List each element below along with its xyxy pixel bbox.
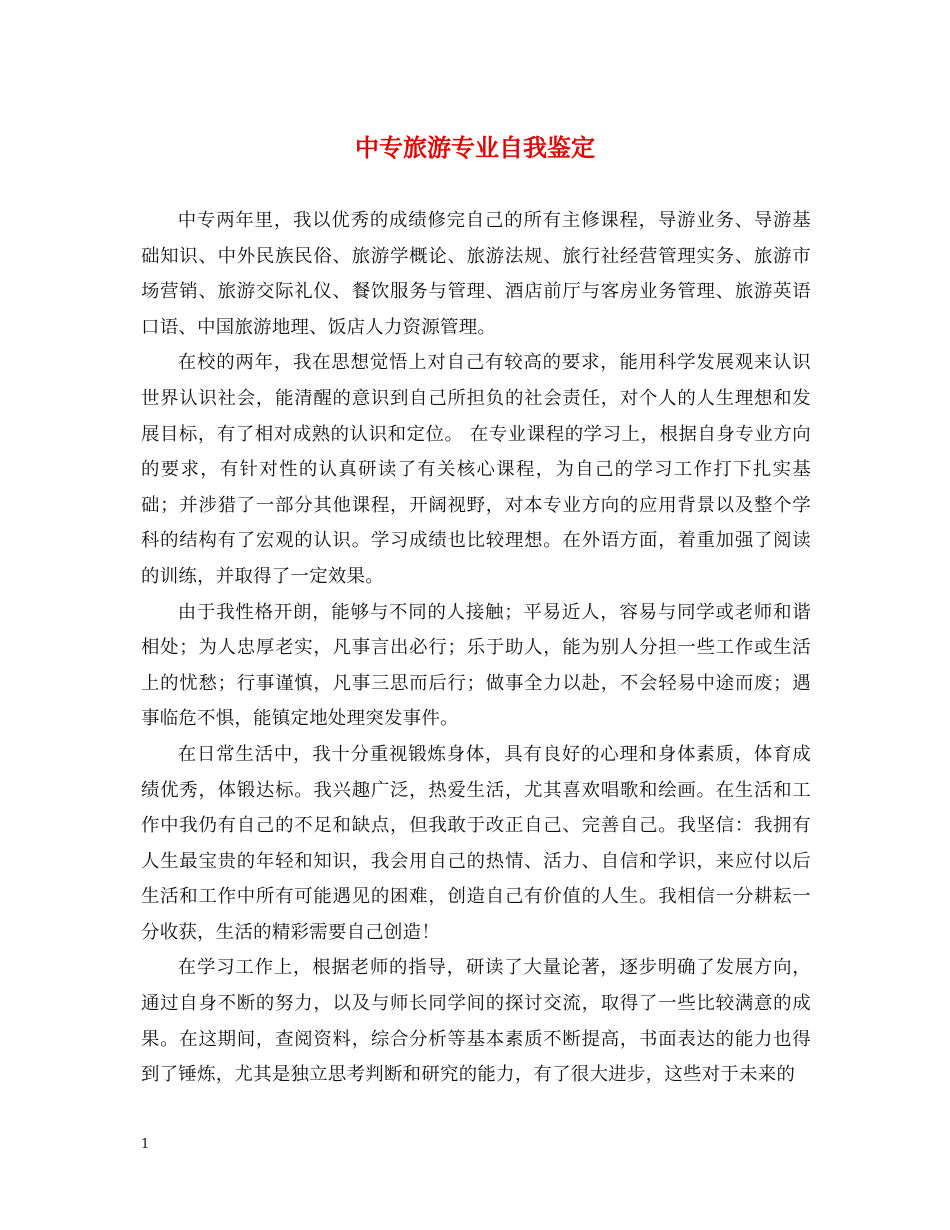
paragraph-5: 在学习工作上，根据老师的指导，研读了大量论著，逐步明确了发展方向，通过自身不断的努力，以及与师长同学间的探讨交流，取得了一些比较满意的成果。在这期间，查阅资料，综合分析等基本素质不断提高，书面表达的能力也得到了锤炼，尤其是独立思考判断和研究的能力，有了很大进步，这些对于未来的 (141, 957, 811, 1086)
page-number: 1 (141, 1137, 150, 1152)
paragraph-4: 在日常生活中，我十分重视锻炼身体，具有良好的心理和身体素质，体育成绩优秀，体锻达标。我兴趣广泛，热爱生活，尤其喜欢唱歌和绘画。在生活和工作中我仍有自己的不足和缺点，但我敢于改正自己、完善自己。我坚信：我拥有人生最宝贵的年轻和知识，我会用自己的热情、活力、自信和学识，来应付以后生活和工作中所有可能遇见的困难，创造自己有价值的人生。我相信一分耕耘一分收获，生活的精彩需要自己创造！ (141, 743, 811, 943)
document-title: 中专旅游专业自我鉴定 (355, 133, 595, 162)
document-body (141, 203, 811, 1093)
paragraph-1: 中专两年里，我以优秀的成绩修完自己的所有主修课程，导游业务、导游基础知识、中外民族民俗、旅游学概论、旅游法规、旅行社经营管理实务、旅游市场营销、旅游交际礼仪、餐饮服务与管理、酒店前厅与客房业务管理、旅游英语口语、中国旅游地理、饭店人力资源管理。 (141, 210, 811, 338)
paragraph-3: 由于我性格开朗，能够与不同的人接触；平易近人，容易与同学或老师和谐相处；为人忠厚老实，凡事言出必行；乐于助人，能为别人分担一些工作或生活上的忧愁；行事谨慎，凡事三思而后行；做事全力以赴，不会轻易中途而废；遇事临危不惧，能镇定地处理突发事件。 (141, 601, 811, 730)
paragraph-2: 在校的两年，我在思想觉悟上对自己有较高的要求，能用科学发展观来认识世界认识社会，能清醒的意识到自己所担负的社会责任，对个人的人生理想和发展目标，有了相对成熟的认识和定位。 在专业课程的学习上，根据自身专业方向的要求，有针对性的认真研读了有关核心课程，为自己的学习工作打下扎实基础；并涉猎了一部分其他课程，开阔视野，对本专业方向的应用背景以及整个学科的结构有了宏观的认识。学习成绩也比较理想。在外语方面，着重加强了阅读的训练，并取得了一定效果。 (141, 352, 811, 587)
